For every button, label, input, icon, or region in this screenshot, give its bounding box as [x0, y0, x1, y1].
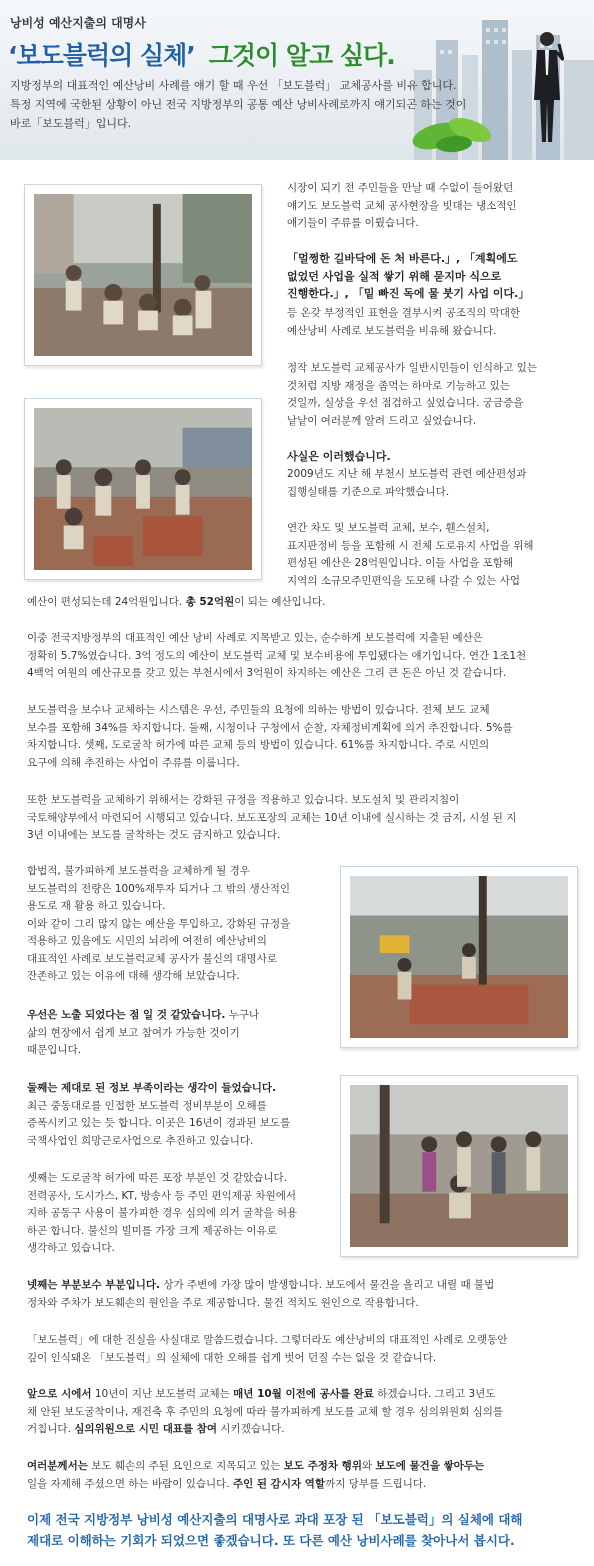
intro-text: [10, 76, 480, 133]
text-span: 시키겠습니다.: [217, 1423, 285, 1435]
text-line: 삶의 현장에서 쉽게 보고 참여가 가능한 것이기: [27, 1026, 240, 1039]
paragraph-11: [27, 1080, 337, 1150]
text-line: 국토해양부에서 마련되어 시행되고 있습니다. 보도포장의 교체는 10년 이내에 실시하는 것 금지, 시설 된 지: [27, 811, 517, 824]
title-part-1: ‘보도블럭의 실체’: [8, 41, 195, 70]
paragraph-5: [287, 520, 577, 590]
paragraph-15: [27, 1386, 572, 1439]
emphasis-span: 매년 10월 이전에 공사를 완료: [233, 1388, 374, 1400]
sidewalk-repair-photo-1: [24, 184, 262, 366]
page-title: [8, 36, 395, 72]
section-heading-facts: 사실은 이러했습니다.: [287, 450, 391, 463]
emphasis-heading: 둘째는 제대로 된 정보 부족이라는 생각이 들었습니다.: [27, 1082, 277, 1094]
text-line: 등 온갖 부정적인 표현을 결부시켜 공조직의 막대한: [287, 307, 521, 319]
text-span: 까지 당부를 드립니다.: [325, 1477, 427, 1490]
text-line: 예산낭비 사례로 보도블럭을 비유해 왔습니다.: [287, 324, 497, 337]
text-line: 전력공사, 도시가스, KT, 방송사 등 주민 편익제공 차원에서: [27, 1189, 297, 1202]
text-line: 연간 차도 및 보도블럭 교체, 보수, 휀스설치,: [287, 522, 490, 534]
intro-line: 지방정부의 대표적인 예산낭비 사례를 얘기 할 때 우선 「보도블럭」 교체공사를 비유 합니다.: [10, 79, 457, 92]
text-line: 생각하고 있습니다.: [27, 1242, 115, 1254]
quote-block: [287, 250, 577, 303]
text-line: 증폭시키고 있는 듯 합니다. 이곳은 16년이 경과된 보도를: [27, 1117, 291, 1129]
text-line: 제대로 이해하는 기회가 되었으면 좋겠습니다. 또 다른 예산 낭비사례를 찾아나서 봅시다.: [27, 1533, 515, 1548]
text-line: 잔존하고 있는 이유에 대해 생각해 보았습니다.: [27, 970, 240, 982]
emphasis-span: 앞으로 시에서: [27, 1388, 92, 1400]
text-line: 요구에 의해 추진하는 사업이 주류를 이룹니다.: [27, 756, 240, 769]
text-line: 집행실태를 기준으로 파악했습니다.: [287, 485, 450, 498]
paragraph-5-last-line: [27, 594, 572, 612]
text-line: 지역의 소규모주민편익을 도모해 나갈 수 있는 사업: [287, 574, 521, 587]
emphasis-total: 총 52억원: [185, 596, 235, 608]
text-line: [27, 1476, 572, 1494]
text-span: 일을 자제해 주셨으면 하는 바람이 있습니다.: [27, 1477, 233, 1490]
sidewalk-repair-photo-4: [340, 1075, 578, 1257]
text-line: 「보도블럭」에 대한 진실을 사실대로 말씀드렸습니다. 그렇더라도 예산낭비의 대표적인 사례로 오랫동안: [27, 1334, 508, 1346]
paragraph-2: [287, 305, 577, 340]
emphasis-span: 주인 된 감시자 역할: [232, 1477, 326, 1490]
text-line: 낱낱이 여러분께 알려 드리고 싶었습니다.: [287, 414, 477, 427]
text-span: 와: [361, 1460, 376, 1472]
text-line: 차지합니다. 셋째, 도로굴착 허가에 따른 교체 등의 방법이 있습니다. 61%를 차지합니다. 주로 시민의: [27, 739, 490, 751]
text-span: 보도 훼손의 주된 요인으로 지목되고 있는: [87, 1460, 284, 1472]
emphasis-heading: 넷째는 부분보수 부분입니다.: [27, 1279, 161, 1291]
text-span: 하겠습니다. 그리고 3년도: [373, 1388, 496, 1400]
text-line: 시장이 되기 전 주민들을 만날 때 수없이 들어왔던: [287, 182, 514, 194]
text-span: 예산이 편성되는데 24억원입니다.: [27, 596, 186, 608]
text-line: 최근 중동대로를 인접한 보도블럭 정비부분이 오해를: [27, 1099, 267, 1112]
text-span: 10년이 지난 보도블럭 교체는: [91, 1388, 234, 1400]
paragraph-16: [27, 1458, 572, 1493]
text-line: 정작 보도블럭 교체공사가 일반시민들이 인식하고 있는: [287, 362, 537, 374]
paragraph-12: [27, 1170, 337, 1258]
text-line: 것일까, 실상을 우선 점검하고 싶었습니다. 궁금증을: [287, 397, 524, 409]
text-line: [27, 1458, 572, 1476]
text-line: 채 안된 보도굴착이나, 재건축 후 주민의 요청에 따라 불가피하게 보도를 교체 할 경우 심의위원회 심의를: [27, 1405, 504, 1418]
paragraph-14: [27, 1332, 572, 1367]
kicker: 낭비성 예산지출의 대명사: [10, 16, 146, 30]
text-span: 거칩니다.: [27, 1423, 75, 1435]
paragraph-10: [27, 1007, 332, 1060]
text-line: 국책사업인 희망근로사업으로 추진하고 있습니다.: [27, 1134, 254, 1147]
text-line: 또한 보도블럭을 교체하기 위해서는 강화된 규정을 적용하고 있습니다. 보도설치 및 관리지침이: [27, 794, 460, 806]
text-line: 합법적, 불가피하게 보도블럭을 교체하게 될 경우: [27, 865, 250, 877]
text-line: 정차와 주차가 보도훼손의 원인을 주로 제공합니다. 물건 적치도 원인으로 작용합니다.: [27, 1296, 419, 1309]
text-line: 대표적인 사례로 보도블럭교체 공사가 불신의 대명사로: [27, 952, 277, 965]
paragraph-7: [27, 702, 572, 772]
title-part-2: 그것이 알고 싶다.: [208, 41, 395, 70]
text-line: 이중 전국지방정부의 대표적인 예산 낭비 사례로 지목받고 있는, 순수하게 보도블럭에 지출된 예산은: [27, 632, 483, 644]
emphasis-span: 보도에 물건을 쌓아두는: [375, 1460, 485, 1472]
emphasis-span: 여러분께서는: [27, 1460, 88, 1472]
text-line: 표지판정비 등을 포함해 시 전체 도로유지 사업을 위해: [287, 539, 534, 552]
text-line: 셋째는 도로굴착 허가에 따른 포장 부분인 것 같았습니다.: [27, 1172, 287, 1184]
businessman-icon: [530, 30, 564, 148]
text-line: [27, 1277, 572, 1295]
text-line: 적용하고 있음에도 시민의 뇌리에 여전히 예산낭비의: [27, 935, 267, 947]
emphasis-span: 심의위원으로 시민 대표를 참여: [74, 1423, 218, 1435]
paragraph-13: [27, 1277, 572, 1312]
text-line: 이와 같이 그리 많지 않는 예산을 투입하고, 강화된 규정을: [27, 917, 291, 930]
text-line: 얘기도 보도블럭 교체 공사현장을 빗대는 냉소적인: [287, 199, 517, 212]
text-line: 보도블럭의 전량은 100%재투자 되거나 그 밖의 생산적인: [27, 882, 291, 895]
sidewalk-repair-photo-3: [340, 866, 578, 1048]
text-line: 2009년도 지난 해 부천시 보도블럭 관련 예산편성과: [287, 468, 527, 480]
closing-statement: [27, 1509, 572, 1551]
text-line: 때문입니다.: [27, 1044, 82, 1056]
text-line: 없었던 사업을 실적 쌓기 위해 묻지마 식으로: [287, 269, 502, 283]
text-line: 이제 전국 지방정부 낭비성 예산지출의 대명사로 과대 포장 된 「보도블럭」의 실체에 대해: [27, 1512, 523, 1527]
paragraph-6: [27, 630, 572, 683]
text-line: 「멀쩡한 길바닥에 돈 처 바른다.」, 「계획에도: [287, 252, 518, 265]
text-line: 용도로 재 활용 하고 있습니다.: [27, 900, 166, 912]
paragraph-3: [287, 360, 577, 430]
text-line: 편성된 예산은 28억원입니다. 이들 사업을 포함해: [287, 557, 514, 569]
text-line: 보도블럭을 보수나 교체하는 시스템은 우선, 주민들의 요청에 의하는 방법이 있습니다. 전체 보도 교체: [27, 704, 490, 716]
text-line: [27, 1421, 572, 1439]
header-banner: [0, 0, 594, 160]
intro-line: 특정 지역에 국한된 상황이 아닌 전국 지방정부의 공통 예산 낭비사례로까지 얘기되곤 하는 것이: [10, 98, 467, 111]
text-line: 보수를 포함해 34%를 차지합니다. 둘째, 시청이나 구청에서 순찰, 자체정비계획에 의거 추진합니다. 5%를: [27, 721, 513, 734]
emphasis-heading: 우선은 노출 되었다는 점 일 것 같았습니다.: [27, 1009, 226, 1021]
text-span: 누구나: [225, 1009, 260, 1021]
text-line: 3년 이내에는 보도를 굴착하는 것도 금지하고 있습니다.: [27, 829, 281, 841]
text-line: 진행한다.」, 「밑 빠진 독에 물 붓기 사업 이다.」: [287, 287, 530, 300]
paragraph-4: [287, 466, 577, 501]
paragraph-8: [27, 792, 572, 845]
text-line: 정확히 5.7%였습니다. 3억 정도의 예산이 보도블럭 교체 및 보수비용에 투입됐다는 얘기입니다. 연간 1조1천: [27, 649, 527, 662]
text-line: 얘기들이 주류를 이뤘습니다.: [287, 217, 419, 229]
text-line: 하곤 합니다. 불신의 빌미를 가장 크게 제공하는 이유로: [27, 1224, 277, 1237]
paragraph-1: [287, 180, 577, 233]
intro-line: 바로「보도블럭」입니다.: [10, 117, 132, 130]
text-line: 깊이 인식돼온 「보도블럭」의 실체에 대한 오해를 쉽게 벗어 던질 수는 없을 것 같습니다.: [27, 1351, 437, 1364]
text-line: 4백억 여원의 예산규모를 갖고 있는 부천시에서 3억원이 차지하는 예산은 그리 큰 돈은 아닌 것 같습니다.: [27, 667, 507, 679]
text-span: 상가 주변에 가장 많이 발생합니다. 보도에서 물건을 올리고 내릴 때 불법: [160, 1279, 495, 1291]
text-line: [27, 1007, 332, 1025]
text-span: 이 되는 예산입니다.: [234, 596, 326, 608]
text-line: 지하 공동구 사용이 불가피한 경우 심의에 의거 굴착을 허용: [27, 1207, 298, 1219]
sidewalk-repair-photo-2: [24, 398, 262, 580]
text-line: 것처럼 지방 재정을 좀먹는 하마로 기능하고 있는: [287, 379, 510, 392]
emphasis-span: 보도 주정차 행위: [283, 1460, 362, 1472]
text-line: [27, 1386, 572, 1404]
paragraph-9: [27, 863, 332, 986]
